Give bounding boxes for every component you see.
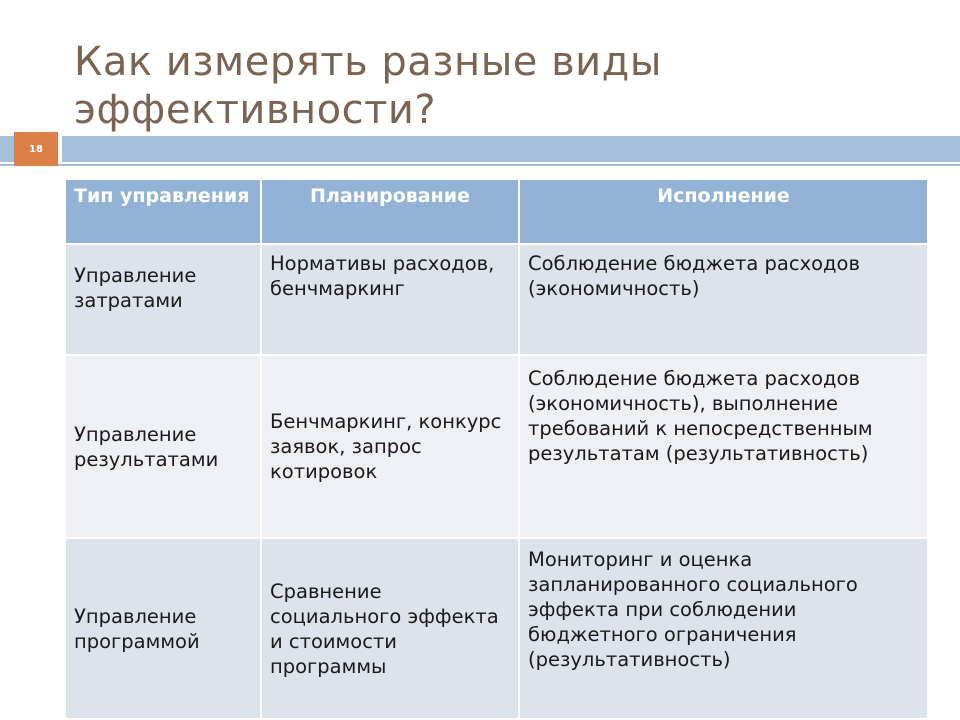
slide-title: Как измерять разные виды эффективности? — [74, 39, 662, 133]
table-row — [65, 538, 928, 719]
header-execution: Исполнение — [519, 179, 928, 244]
cell-execution: Соблюдение бюджета расходов (экономичность) — [519, 244, 928, 355]
table-row — [65, 244, 928, 355]
table-header-row — [65, 179, 928, 244]
title-band-right — [62, 136, 960, 162]
page-number-badge: 18 — [14, 132, 58, 166]
efficiency-table — [64, 178, 929, 720]
table-row — [65, 355, 928, 538]
cell-type: Управление результатами — [65, 355, 261, 538]
cell-type: Управление затратами — [65, 244, 261, 355]
cell-type: Управление программой — [65, 538, 261, 719]
cell-execution: Мониторинг и оценка запланированного социального эффекта при соблюдении бюджетного ограничения (результативность) — [519, 538, 928, 719]
cell-planning: Сравнение социального эффекта и стоимости программы — [261, 538, 519, 719]
cell-planning: Бенчмаркинг, конкурс заявок, запрос котировок — [261, 355, 519, 538]
header-planning: Планирование — [261, 179, 519, 244]
title-band-underline — [0, 164, 960, 166]
header-management-type: Тип управления — [65, 179, 261, 244]
cell-planning: Нормативы расходов, бенчмаркинг — [261, 244, 519, 355]
title-band-left — [0, 136, 14, 162]
cell-execution: Соблюдение бюджета расходов (экономичность), выполнение требований к непосредственным результатам (результативность) — [519, 355, 928, 538]
